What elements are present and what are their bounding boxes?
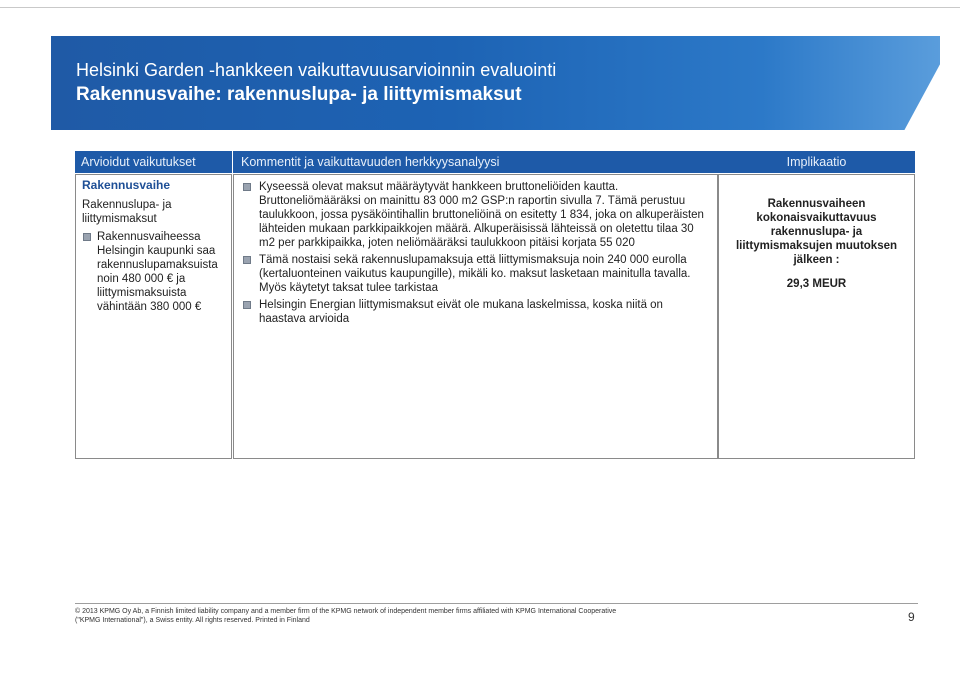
column-header-comments: Kommentit ja vaikuttavuuden herkkyysanalyysi <box>233 151 719 173</box>
implication-text: Rakennusvaiheen kokonaisvaikuttavuus rakennuslupa- ja liittymismaksujen muutoksen jälkeen : <box>735 198 898 266</box>
footer-rule <box>75 603 918 604</box>
comment-bullet-2: Tämä nostaisi sekä rakennuslupamaksuja että liittymismaksuja noin 240 000 eurolla (kertaluonteinen vaikutus kaupungille), mikäli ko. maksut lasketaan mainitulla tavalla. Myös käytetyt taksat tulee tarkistaa <box>259 254 691 294</box>
comment-bullet-1: Kyseessä olevat maksut määräytyvät hankkeen bruttoneliöiden kautta. Bruttoneliömääräksi on mainittu 83 000 m2 GSP:n raportin sivulla 7. Tämä perustuu taulukkoon, jossa pysäköintihallin bruttoneliöinä on esitetty 1 834, joka on alkuperäisten lähteiden mukaan parkkipaikkojen määrä. Alkuperäisissä lähteissä on oletettu tilaa 30 m2 per parkkipaikka, joten neliömääräksi taulukkoon pitäisi korjata 55 020 <box>259 181 704 249</box>
column-header-impacts: Arvioidut vaikutukset <box>75 151 232 173</box>
page-subtitle: Rakennusvaihe: rakennuslupa- ja liittymismaksut <box>76 84 522 105</box>
bullet-icon <box>243 256 251 264</box>
impacts-heading: Rakennusvaihe <box>82 178 171 192</box>
bullet-icon <box>243 301 251 309</box>
footer-copyright-line1: © 2013 KPMG Oy Ab, a Finnish limited liability company and a member firm of the KPMG network of independent member firms affiliated with KPMG International Cooperative <box>75 608 617 615</box>
bullet-icon <box>243 183 251 191</box>
impacts-text: Rakennusvaiheessa Helsingin kaupunki saa rakennuslupamaksuista noin 480 000 € ja liittymismaksuista vähintään 380 000 € <box>97 231 218 313</box>
page-number: 9 <box>908 610 915 624</box>
column-header-implication: Implikaatio <box>718 151 915 173</box>
impacts-subheading: Rakennuslupa- ja liittymismaksut <box>82 199 172 225</box>
bullet-icon <box>83 233 91 241</box>
top-rule <box>0 7 960 8</box>
title-banner <box>51 36 940 130</box>
implication-value: 29,3 MEUR <box>786 278 847 290</box>
page-title: Helsinki Garden -hankkeen vaikuttavuusarvioinnin evaluointi <box>76 60 557 80</box>
footer-copyright-line2: ("KPMG International"), a Swiss entity. All rights reserved. Printed in Finland <box>75 617 310 624</box>
comment-bullet-3: Helsingin Energian liittymismaksut eivät ole mukana laskelmissa, koska niitä on haastava arvioida <box>259 299 663 325</box>
